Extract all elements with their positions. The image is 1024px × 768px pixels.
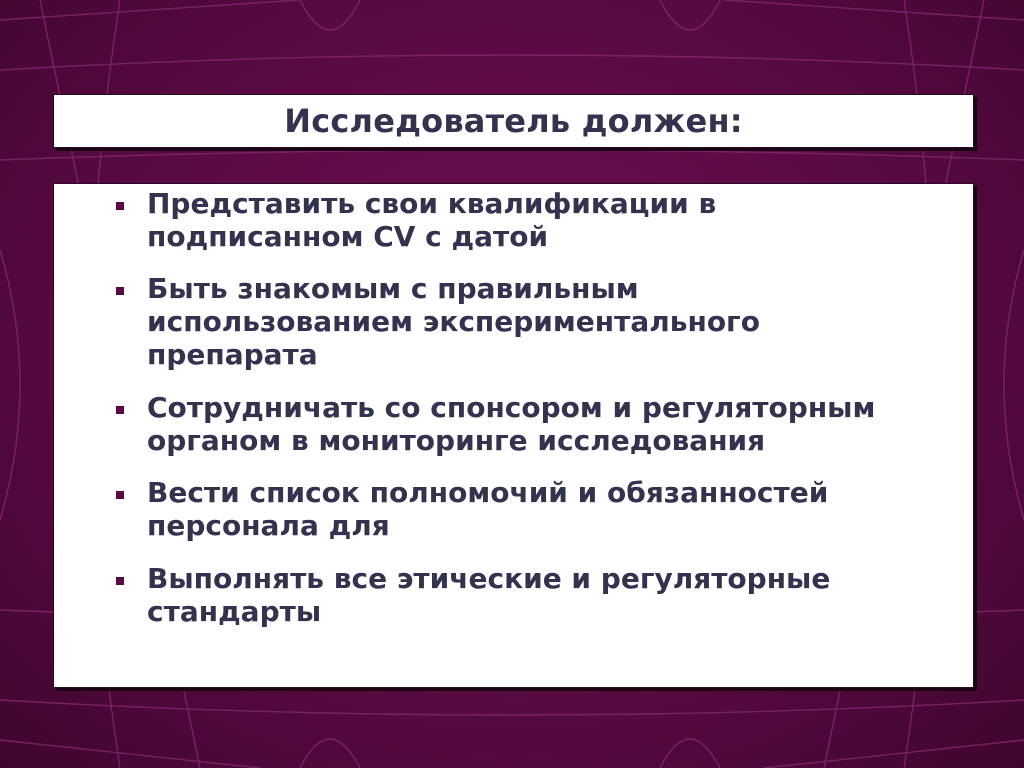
bullet-line: Быть знакомым с правильным (147, 272, 639, 305)
bullet-square-icon (116, 202, 124, 210)
bullet-line: органом в мониторинге исследования (147, 424, 766, 457)
content-box (53, 183, 974, 688)
bullet-square-icon (116, 577, 124, 585)
bullet-line: препарата (147, 338, 318, 371)
bullet-square-icon (116, 491, 124, 499)
bullet-text (147, 187, 957, 253)
bullet-line: использованием экспериментального (147, 305, 760, 338)
bullet-line: Сотрудничать со спонсором и регуляторным (147, 391, 876, 424)
bullet-line: стандарты (147, 595, 322, 628)
bullet-text (147, 476, 957, 542)
bullet-line: подписанном CV с датой (147, 220, 549, 253)
slide-title: Исследователь должен: (284, 102, 743, 140)
bullet-text (147, 391, 957, 457)
bullet-text (147, 562, 957, 628)
title-box (53, 94, 974, 148)
bullet-line: персонала для (147, 509, 390, 542)
bullet-square-icon (116, 406, 124, 414)
bullet-line: Вести список полномочий и обязанностей (147, 476, 829, 509)
bullet-square-icon (116, 287, 124, 295)
bullet-line: Выполнять все этические и регуляторные (147, 562, 831, 595)
bullet-line: Представить свои квалификации в (147, 187, 717, 220)
bullet-text (147, 272, 957, 371)
